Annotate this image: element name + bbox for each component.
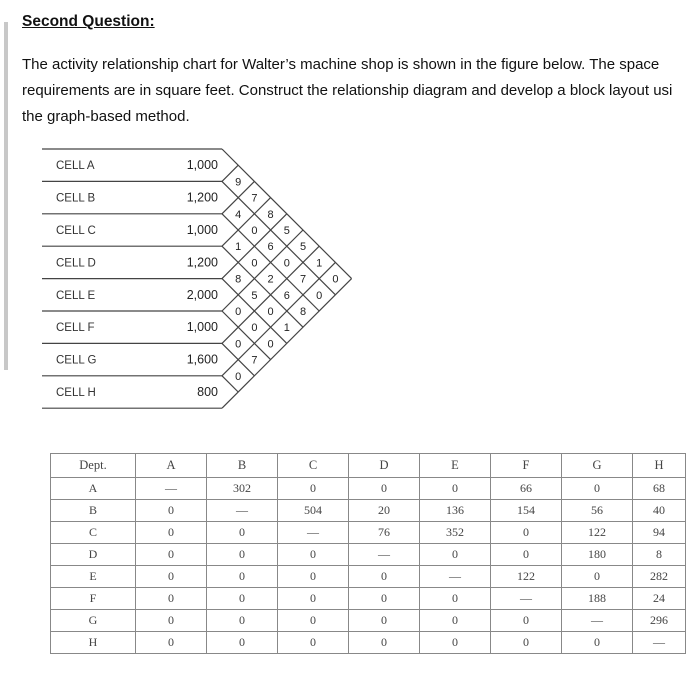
- table-cell: 0: [420, 610, 491, 632]
- table-cell: 0: [207, 610, 278, 632]
- table-cell: 0: [136, 610, 207, 632]
- header-cell: D: [349, 454, 420, 478]
- header-cell: G: [562, 454, 633, 478]
- header-cell: C: [278, 454, 349, 478]
- table-cell: —: [562, 610, 633, 632]
- relationship-value: 2: [267, 273, 274, 286]
- relationship-value: 7: [251, 354, 258, 367]
- table-cell: —: [491, 588, 562, 610]
- table-cell: 0: [278, 566, 349, 588]
- table-cell: —: [136, 478, 207, 500]
- cell-name: CELL H: [56, 387, 96, 399]
- table-cell: 0: [562, 478, 633, 500]
- row-dept-cell: G: [51, 610, 136, 632]
- table-cell: 0: [491, 522, 562, 544]
- table-cell: 0: [349, 588, 420, 610]
- table-cell: 0: [349, 610, 420, 632]
- table-cell: 0: [136, 544, 207, 566]
- table-cell: 0: [278, 588, 349, 610]
- table-cell: —: [278, 522, 349, 544]
- relationship-value: 1: [235, 241, 242, 254]
- table-cell: 0: [491, 544, 562, 566]
- question-heading: Second Question:: [22, 13, 155, 30]
- cell-area: 2,000: [186, 287, 218, 302]
- table-cell: 8: [633, 544, 686, 566]
- cell-area: 1,000: [186, 320, 218, 335]
- cell-name: CELL B: [56, 192, 96, 205]
- table-cell: 180: [562, 544, 633, 566]
- relationship-value: 0: [267, 306, 274, 318]
- table-cell: 504: [278, 500, 349, 522]
- row-dept-cell: B: [51, 500, 136, 522]
- relationship-value: 0: [267, 338, 274, 351]
- header-cell: H: [633, 454, 686, 478]
- header-cell: F: [491, 454, 562, 478]
- table-row: [51, 522, 686, 544]
- cell-area: 1,200: [186, 190, 218, 205]
- table-cell: 0: [207, 632, 278, 654]
- table-cell: 122: [491, 566, 562, 588]
- table-header-row: [51, 454, 686, 478]
- row-dept-cell: A: [51, 478, 136, 500]
- relationship-value: 5: [283, 225, 290, 237]
- cell-name: CELL D: [56, 257, 96, 270]
- cell-area: 800: [197, 385, 218, 399]
- table-cell: —: [207, 500, 278, 522]
- relationship-value: 9: [235, 176, 242, 189]
- row-dept-cell: C: [51, 522, 136, 544]
- relationship-value: 0: [316, 289, 323, 302]
- cell-name: CELL A: [56, 160, 95, 173]
- cell-name: CELL E: [56, 289, 96, 302]
- table-cell: 0: [562, 566, 633, 588]
- table-cell: 352: [420, 522, 491, 544]
- flow-table: [50, 453, 686, 654]
- relationship-value: 0: [283, 257, 290, 270]
- table-cell: 282: [633, 566, 686, 588]
- relationship-value: 1: [316, 257, 323, 270]
- table-cell: 0: [136, 566, 207, 588]
- table-cell: 40: [633, 500, 686, 522]
- relationship-value: 0: [235, 370, 242, 383]
- table-cell: —: [349, 544, 420, 566]
- table-cell: 0: [207, 588, 278, 610]
- table-cell: 0: [136, 522, 207, 544]
- cell-area: 1,000: [186, 223, 218, 237]
- table-cell: 0: [420, 478, 491, 500]
- relationship-value: 8: [235, 273, 242, 286]
- table-cell: 94: [633, 522, 686, 544]
- row-dept-cell: E: [51, 566, 136, 588]
- table-cell: 0: [420, 544, 491, 566]
- table-cell: 0: [562, 632, 633, 654]
- table-cell: 0: [349, 566, 420, 588]
- table-cell: 154: [491, 500, 562, 522]
- table-cell: 0: [349, 632, 420, 654]
- table-cell: 0: [278, 478, 349, 500]
- table-cell: 0: [207, 522, 278, 544]
- cell-area: 1,200: [186, 255, 218, 270]
- table-cell: 24: [633, 588, 686, 610]
- relationship-value: 7: [251, 192, 258, 205]
- relationship-value: 0: [235, 306, 242, 318]
- row-dept-cell: H: [51, 632, 136, 654]
- header-cell: E: [420, 454, 491, 478]
- table-cell: —: [633, 632, 686, 654]
- relationship-value: 8: [267, 208, 274, 221]
- paragraph-line: the graph-based method.: [22, 108, 190, 125]
- cell-name: CELL C: [56, 225, 96, 237]
- relationship-value: 0: [235, 338, 242, 351]
- cell-name: CELL G: [56, 354, 97, 367]
- table-row: [51, 632, 686, 654]
- relationship-value: 4: [235, 208, 242, 221]
- table-cell: 0: [491, 632, 562, 654]
- table-cell: 0: [278, 632, 349, 654]
- row-dept-cell: F: [51, 588, 136, 610]
- table-cell: 0: [136, 500, 207, 522]
- table-cell: 0: [420, 588, 491, 610]
- relationship-value: 6: [283, 289, 290, 302]
- table-cell: 136: [420, 500, 491, 522]
- table-cell: 188: [562, 588, 633, 610]
- relationship-value: 0: [251, 322, 258, 335]
- table-row: [51, 478, 686, 500]
- table-row: [51, 566, 686, 588]
- table-cell: 76: [349, 522, 420, 544]
- table-cell: 66: [491, 478, 562, 500]
- relationship-value: 7: [299, 273, 307, 286]
- table-row: [51, 610, 686, 632]
- paragraph-line: requirements are in square feet. Construct the relationship diagram and develop a block layout usi: [22, 82, 673, 99]
- table-cell: 0: [207, 566, 278, 588]
- relationship-value: 8: [299, 306, 307, 318]
- table-cell: 0: [136, 632, 207, 654]
- relationship-value: 1: [283, 322, 290, 335]
- table-cell: —: [420, 566, 491, 588]
- table-cell: 0: [420, 632, 491, 654]
- header-cell: A: [136, 454, 207, 478]
- table-cell: 296: [633, 610, 686, 632]
- table-row: [51, 588, 686, 610]
- row-dept-cell: D: [51, 544, 136, 566]
- relationship-value: 0: [251, 257, 258, 270]
- table-cell: 0: [278, 544, 349, 566]
- cell-name: CELL F: [56, 322, 95, 335]
- table-cell: 302: [207, 478, 278, 500]
- table-cell: 20: [349, 500, 420, 522]
- relationship-value: 6: [267, 241, 274, 254]
- header-cell: B: [207, 454, 278, 478]
- table-cell: 68: [633, 478, 686, 500]
- relationship-value: 0: [251, 225, 258, 237]
- cell-area: 1,600: [186, 352, 218, 367]
- table-cell: 122: [562, 522, 633, 544]
- relationship-value: 5: [251, 289, 258, 302]
- table-row: [51, 544, 686, 566]
- table-row: [51, 500, 686, 522]
- table-cell: 0: [207, 544, 278, 566]
- table-cell: 0: [349, 478, 420, 500]
- cell-area: 1,000: [186, 158, 218, 173]
- table-cell: 0: [491, 610, 562, 632]
- table-cell: 0: [278, 610, 349, 632]
- header-cell: Dept.: [51, 454, 136, 478]
- table-cell: 0: [136, 588, 207, 610]
- relationship-value: 0: [332, 273, 339, 286]
- paragraph-line: The activity relationship chart for Walter’s machine shop is shown in the figure below. The space: [22, 56, 660, 73]
- table-cell: 56: [562, 500, 633, 522]
- relationship-value: 5: [299, 241, 307, 254]
